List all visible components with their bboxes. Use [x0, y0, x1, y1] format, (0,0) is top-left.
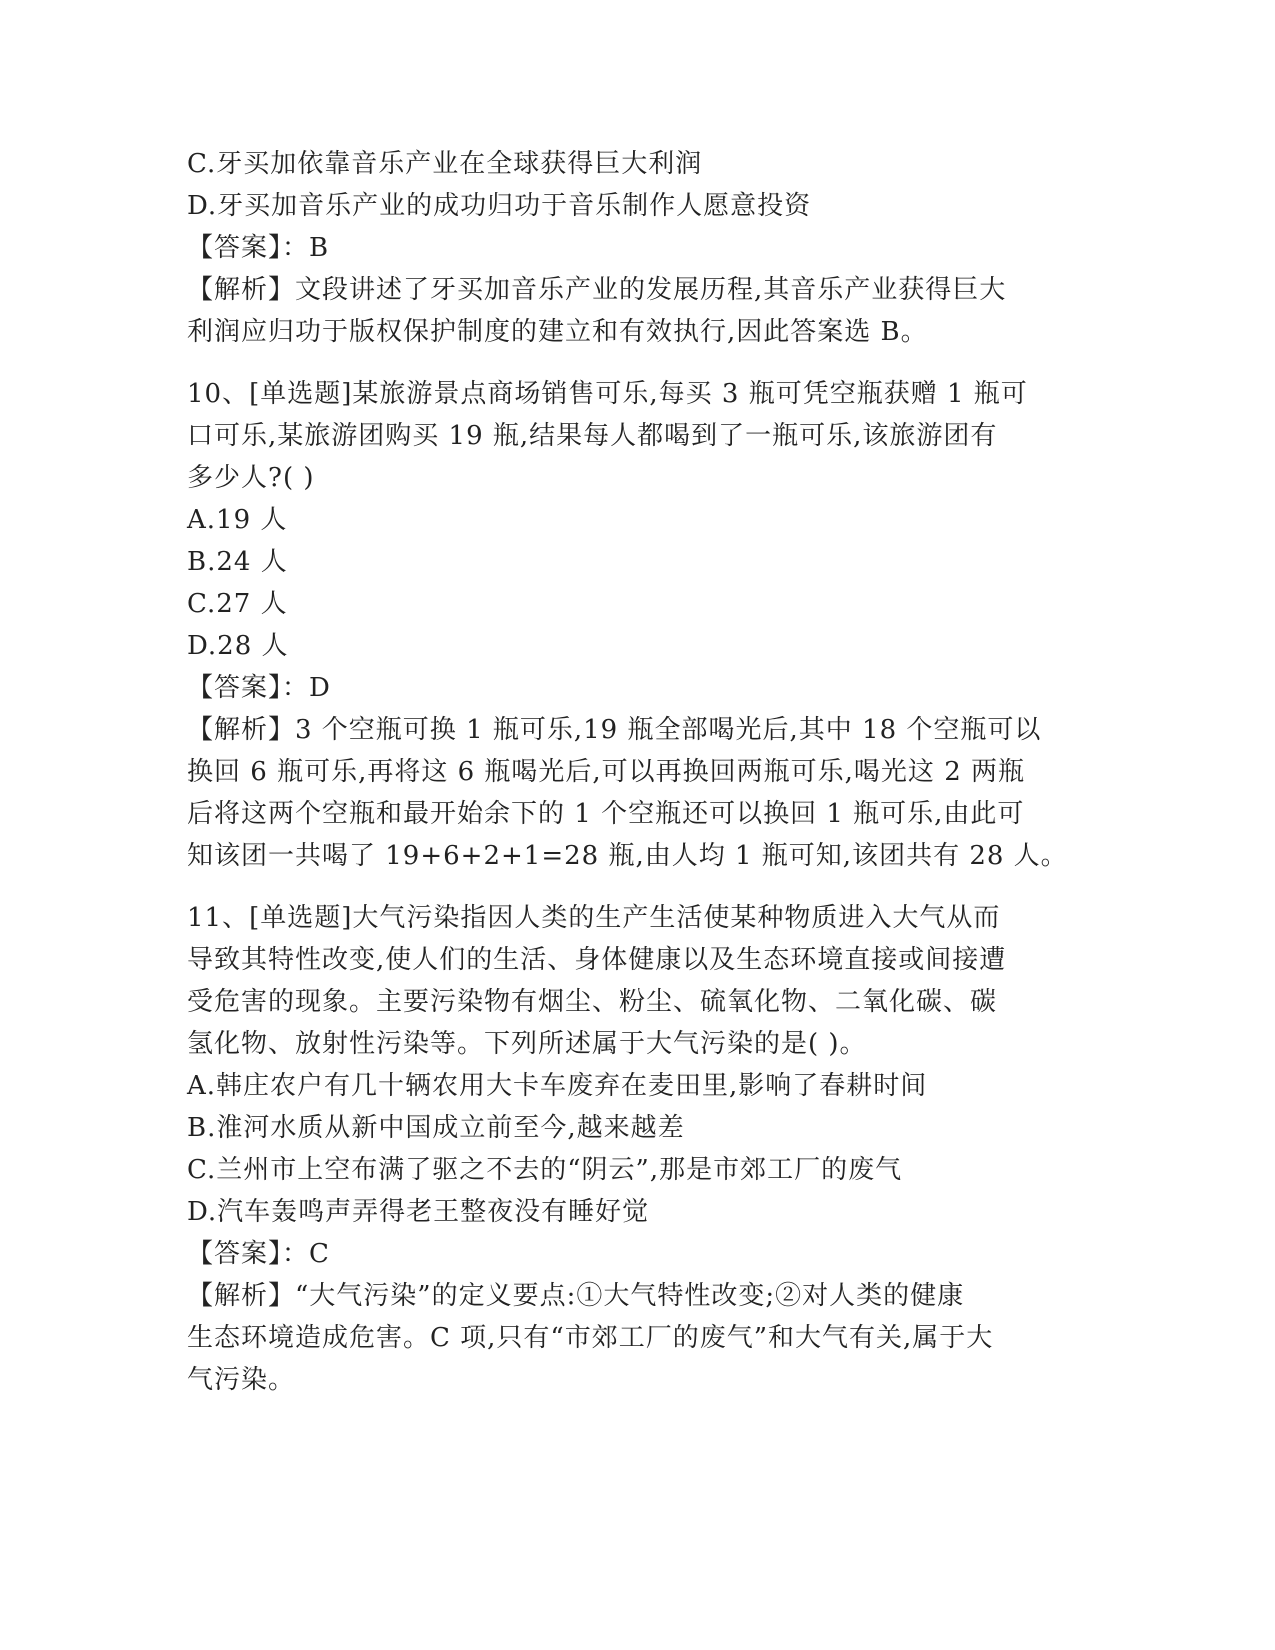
analysis-line: 后将这两个空瓶和最开始余下的 1 个空瓶还可以换回 1 瓶可乐,由此可: [187, 799, 1025, 829]
analysis-line: 【解析】“大气污染”的定义要点:①大气特性改变;②对人类的健康: [187, 1281, 965, 1311]
option-d: D.牙买加音乐产业的成功归功于音乐制作人愿意投资: [187, 191, 812, 221]
analysis-line: 知该团一共喝了 19+6+2+1=28 瓶,由人均 1 瓶可知,该团共有 28 人。: [187, 841, 1068, 871]
analysis-line: 换回 6 瓶可乐,再将这 6 瓶喝光后,可以再换回两瓶可乐,喝光这 2 两瓶: [187, 757, 1026, 787]
question-11: [187, 897, 1087, 1401]
question-stem: 口可乐,某旅游团购买 19 瓶,结果每人都喝到了一瓶可乐,该旅游团有: [187, 421, 998, 451]
analysis-line: 生态环境造成危害。C 项,只有“市郊工厂的废气”和大气有关,属于大: [187, 1323, 994, 1353]
answer-line: 【答案】：B: [187, 233, 330, 263]
analysis-line: 【解析】3 个空瓶可换 1 瓶可乐,19 瓶全部喝光后,其中 18 个空瓶可以: [187, 715, 1042, 745]
option-c: C.牙买加依靠音乐产业在全球获得巨大利润: [187, 149, 703, 179]
previous-question-tail: [187, 143, 1087, 353]
question-10: [187, 373, 1087, 877]
question-stem: 导致其特性改变,使人们的生活、身体健康以及生态环境直接或间接遭: [187, 945, 1007, 975]
answer-line: 【答案】：C: [187, 1239, 330, 1269]
question-stem: 10、[单选题]某旅游景点商场销售可乐,每买 3 瓶可凭空瓶获赠 1 瓶可: [187, 379, 1028, 409]
option-d: D.汽车轰鸣声弄得老王整夜没有睡好觉: [187, 1197, 650, 1227]
answer-line: 【答案】：D: [187, 673, 331, 703]
question-stem: 受危害的现象。主要污染物有烟尘、粉尘、硫氧化物、二氧化碳、碳: [187, 987, 998, 1017]
analysis-line: 气污染。: [187, 1365, 296, 1395]
option-c: C.27 人: [187, 589, 288, 619]
analysis-line: 【解析】文段讲述了牙买加音乐产业的发展历程,其音乐产业获得巨大: [187, 275, 1007, 305]
option-c: C.兰州市上空布满了驱之不去的“阴云”,那是市郊工厂的废气: [187, 1155, 903, 1185]
option-b: B.淮河水质从新中国成立前至今,越来越差: [187, 1113, 685, 1143]
document-page: [187, 143, 1087, 1401]
analysis-line: 利润应归功于版权保护制度的建立和有效执行,因此答案选 B。: [187, 317, 928, 347]
question-stem: 11、[单选题]大气污染指因人类的生产生活使某种物质进入大气从而: [187, 903, 1001, 933]
question-stem: 氢化物、放射性污染等。下列所述属于大气污染的是( )。: [187, 1029, 867, 1059]
option-a: A.韩庄农户有几十辆农用大卡车废弃在麦田里,影响了春耕时间: [187, 1071, 928, 1101]
question-stem: 多少人?( ): [187, 463, 315, 493]
option-b: B.24 人: [187, 547, 288, 577]
option-d: D.28 人: [187, 631, 289, 661]
option-a: A.19 人: [187, 505, 288, 535]
